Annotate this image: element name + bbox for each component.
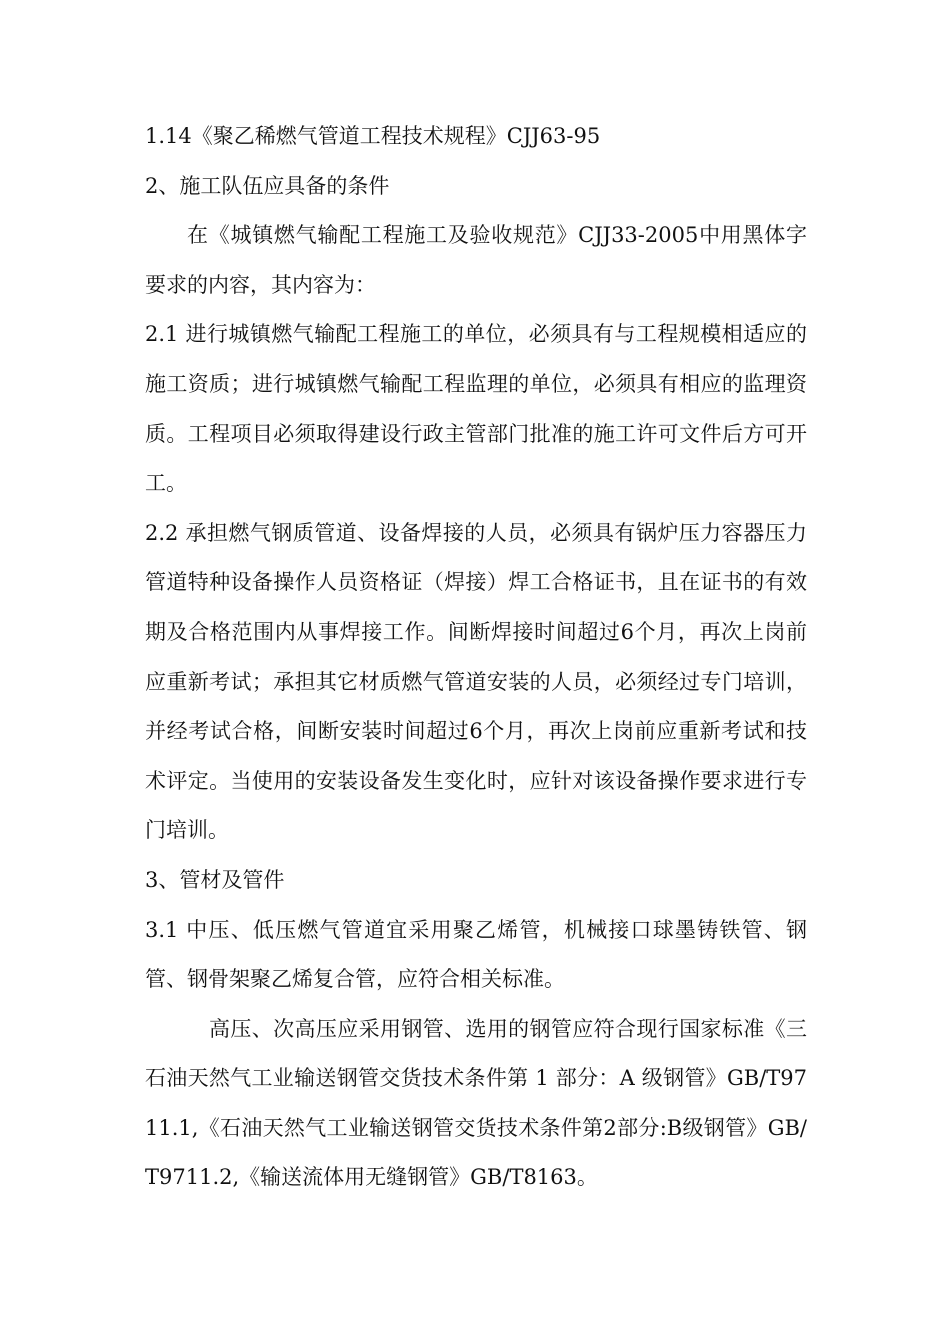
- paragraph-standard-item: 1.14《聚乙稀燃气管道工程技术规程》CJJ63-95: [145, 124, 601, 148]
- paragraph-intro: 在《城镇燃气输配工程施工及验收规范》CJJ33-2005中用黑体字要求的内容，其内容为：: [145, 223, 807, 297]
- section-heading-construction-team: 2、施工队伍应具备的条件: [145, 173, 390, 198]
- paragraph-clause-2-1: 2.1 进行城镇燃气输配工程施工的单位，必须具有与工程规模相适应的施工资质；进行城镇燃气输配工程监理的单位，必须具有相应的监理资质。工程项目必须取得建设行政主管部门批准的施工许可文件后方可开工。: [145, 322, 807, 496]
- section-heading-pipes: 3、管材及管件: [145, 867, 285, 892]
- paragraph-high-pressure: 高压、次高压应采用钢管、选用的钢管应符合现行国家标准《三石油天然气工业输送钢管交货技术条件第 1 部分：A 级钢管》GB/T9711.1,《石油天然气工业输送钢管交货技术条件第2部分:B级钢管》GB/T9711.2,《输送流体用无缝钢管》GB/T8163。: [145, 1016, 807, 1190]
- paragraph-clause-3-1: 3.1 中压、低压燃气管道宜采用聚乙烯管，机械接口球墨铸铁管、钢管、钢骨架聚乙烯复合管，应符合相关标准。: [145, 917, 807, 992]
- document-page: [145, 112, 807, 1203]
- paragraph-clause-2-2: 2.2 承担燃气钢质管道、设备焊接的人员，必须具有锅炉压力容器压力管道特种设备操作人员资格证（焊接）焊工合格证书，且在证书的有效期及合格范围内从事焊接工作。间断焊接时间超过6个月，再次上岗前应重新考试；承担其它材质燃气管道安装的人员，必须经过专门培训，并经考试合格，间断安装时间超过6个月，再次上岗前应重新考试和技术评定。当使用的安装设备发生变化时，应针对该设备操作要求进行专门培训。: [145, 520, 807, 843]
